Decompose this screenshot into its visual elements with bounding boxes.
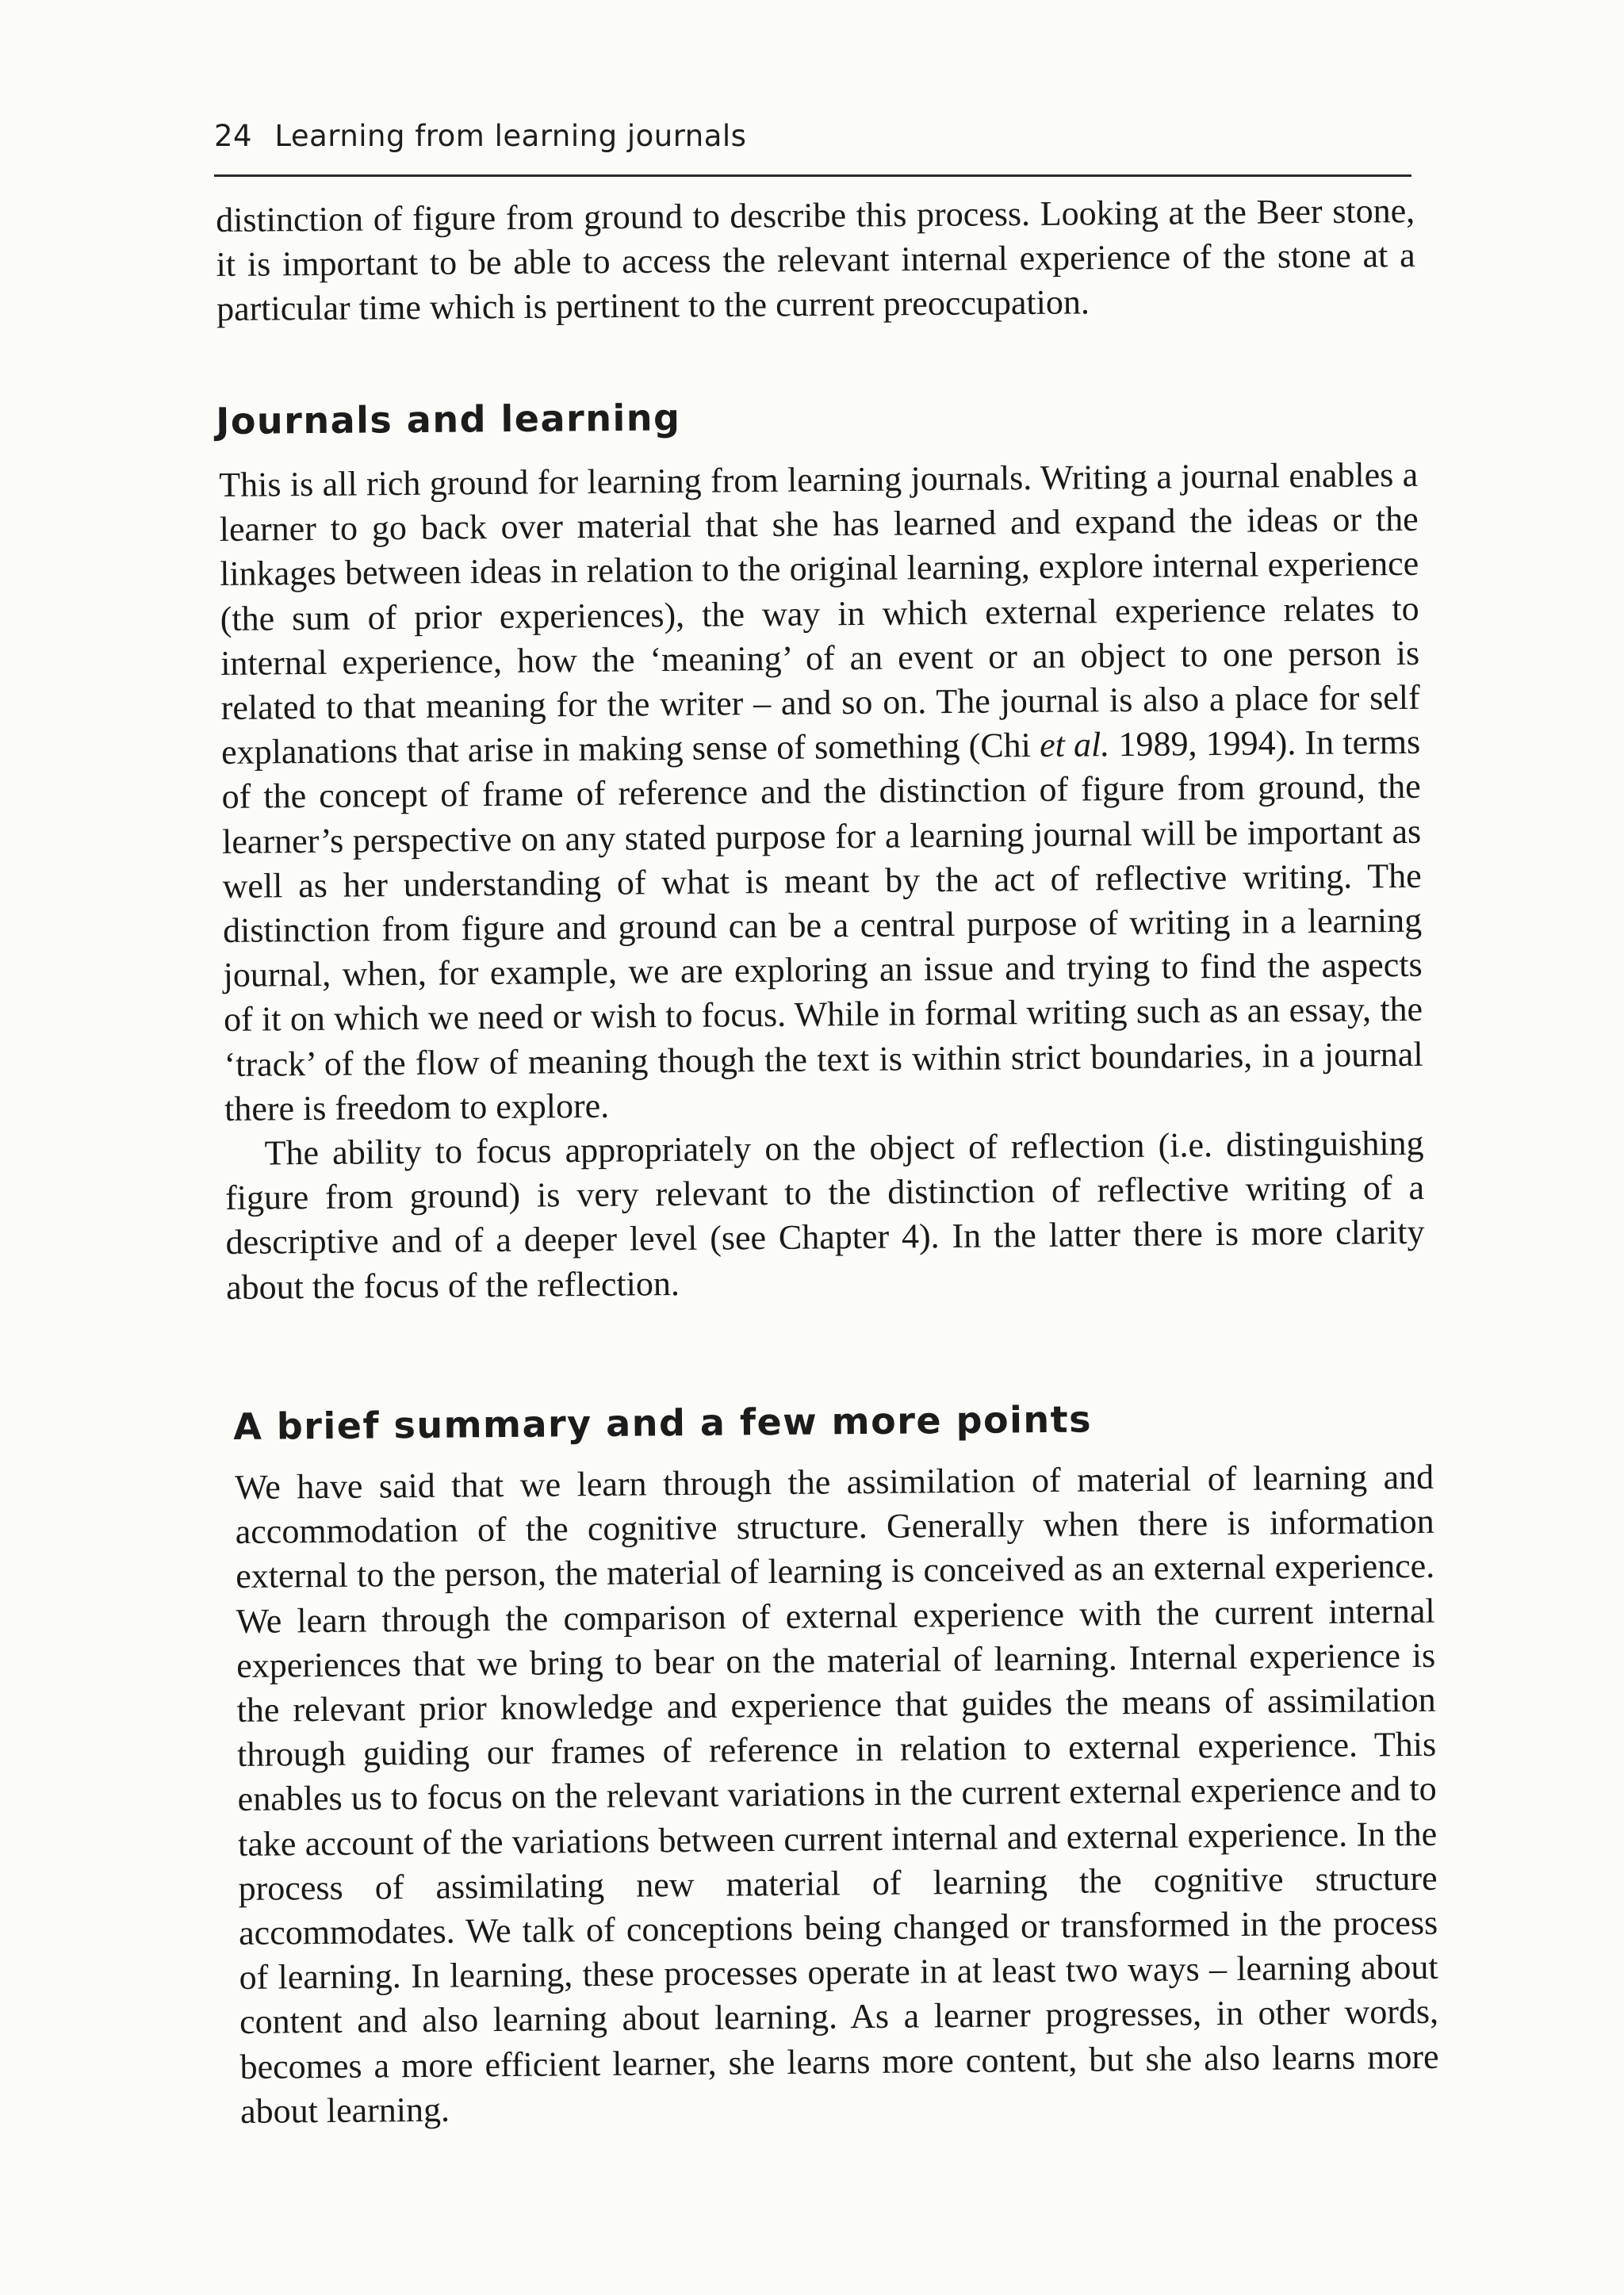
journals-paragraph-1: [219, 453, 1423, 1132]
citation-et-al: et al.: [1039, 725, 1110, 765]
summary-paragraph-1: We have said that we learn through the assimilation of material of learning and accommodation of the cognitive structure. Generally when there is information external to the person, the material of learning is conceived as an external experience. We learn through the comparison of external experience with the current internal experiences that we bring to bear on the material of learning. Internal experience is the relevant prior knowledge and experience that guides the means of assimilation through guiding our frames of reference in relation to external experience. This enables us to focus on the relevant variations in the current external experience and to take account of the variations between current internal and external experience. In the process of assimilating new material of learning the cognitive structure accommodates. We talk of conceptions being changed or transformed in the process of learning. In learning, these processes operate in at least two ways – learning about content and also learning about learning. As a learner progresses, in other words, becomes a more efficient learner, she learns more content, but she also learns more about learning.: [235, 1457, 1439, 2131]
journals-and-learning-text-block: [219, 453, 1425, 1310]
running-head: [214, 119, 1411, 177]
section-heading-journals-and-learning: Journals and learning: [216, 396, 681, 443]
journals-paragraph-1-part-b: 1989, 1994). In terms of the concept of frame of reference and the distinction of figure from ground, the learner’s perspective on any stated purpose for a learning journal will be important as well as her understanding of what is meant by the act of reflective writing. The distinction from figure and ground can be a central purpose of writing in a learning journal, when, for example, we are exploring an issue and trying to find the aspects of it on which we need or wish to focus. While in formal writing such as an essay, the ‘track’ of the flow of meaning though the text is within strict boundaries, in a journal there is freedom to explore.: [221, 722, 1423, 1128]
page-number: 24: [214, 119, 253, 153]
journals-paragraph-1-part-a: This is all rich ground for learning from learning journals. Writing a journal enables a learner to go back over material that she has learned and expand the ideas or the linkages between ideas in relation to the original learning, explore internal experience (the sum of prior experiences), the way in which external experience relates to internal experience, how the ‘meaning’ of an event or an object to one person is related to that meaning for the writer – and so on. The journal is also a place for self explanations that arise in making sense of something (Chi: [219, 454, 1420, 772]
journals-paragraph-2: The ability to focus appropriately on the object of reflection (i.e. distinguishing figure from ground) is very relevant to the distinction of reflective writing of a descriptive and of a deeper level (see Chapter 4). In the latter there is more clarity about the focus of the reflection.: [224, 1123, 1425, 1307]
brief-summary-text-block: [235, 1455, 1439, 2134]
opening-paragraph: distinction of figure from ground to describe this process. Looking at the Beer stone, it is important to be able to access the relevant internal experience of the stone at a particular time which is pertinent to the current preoccupation.: [216, 191, 1415, 329]
running-title: Learning from learning journals: [274, 119, 747, 153]
opening-text-block: [216, 189, 1415, 331]
section-heading-brief-summary: A brief summary and a few more points: [233, 1397, 1093, 1448]
